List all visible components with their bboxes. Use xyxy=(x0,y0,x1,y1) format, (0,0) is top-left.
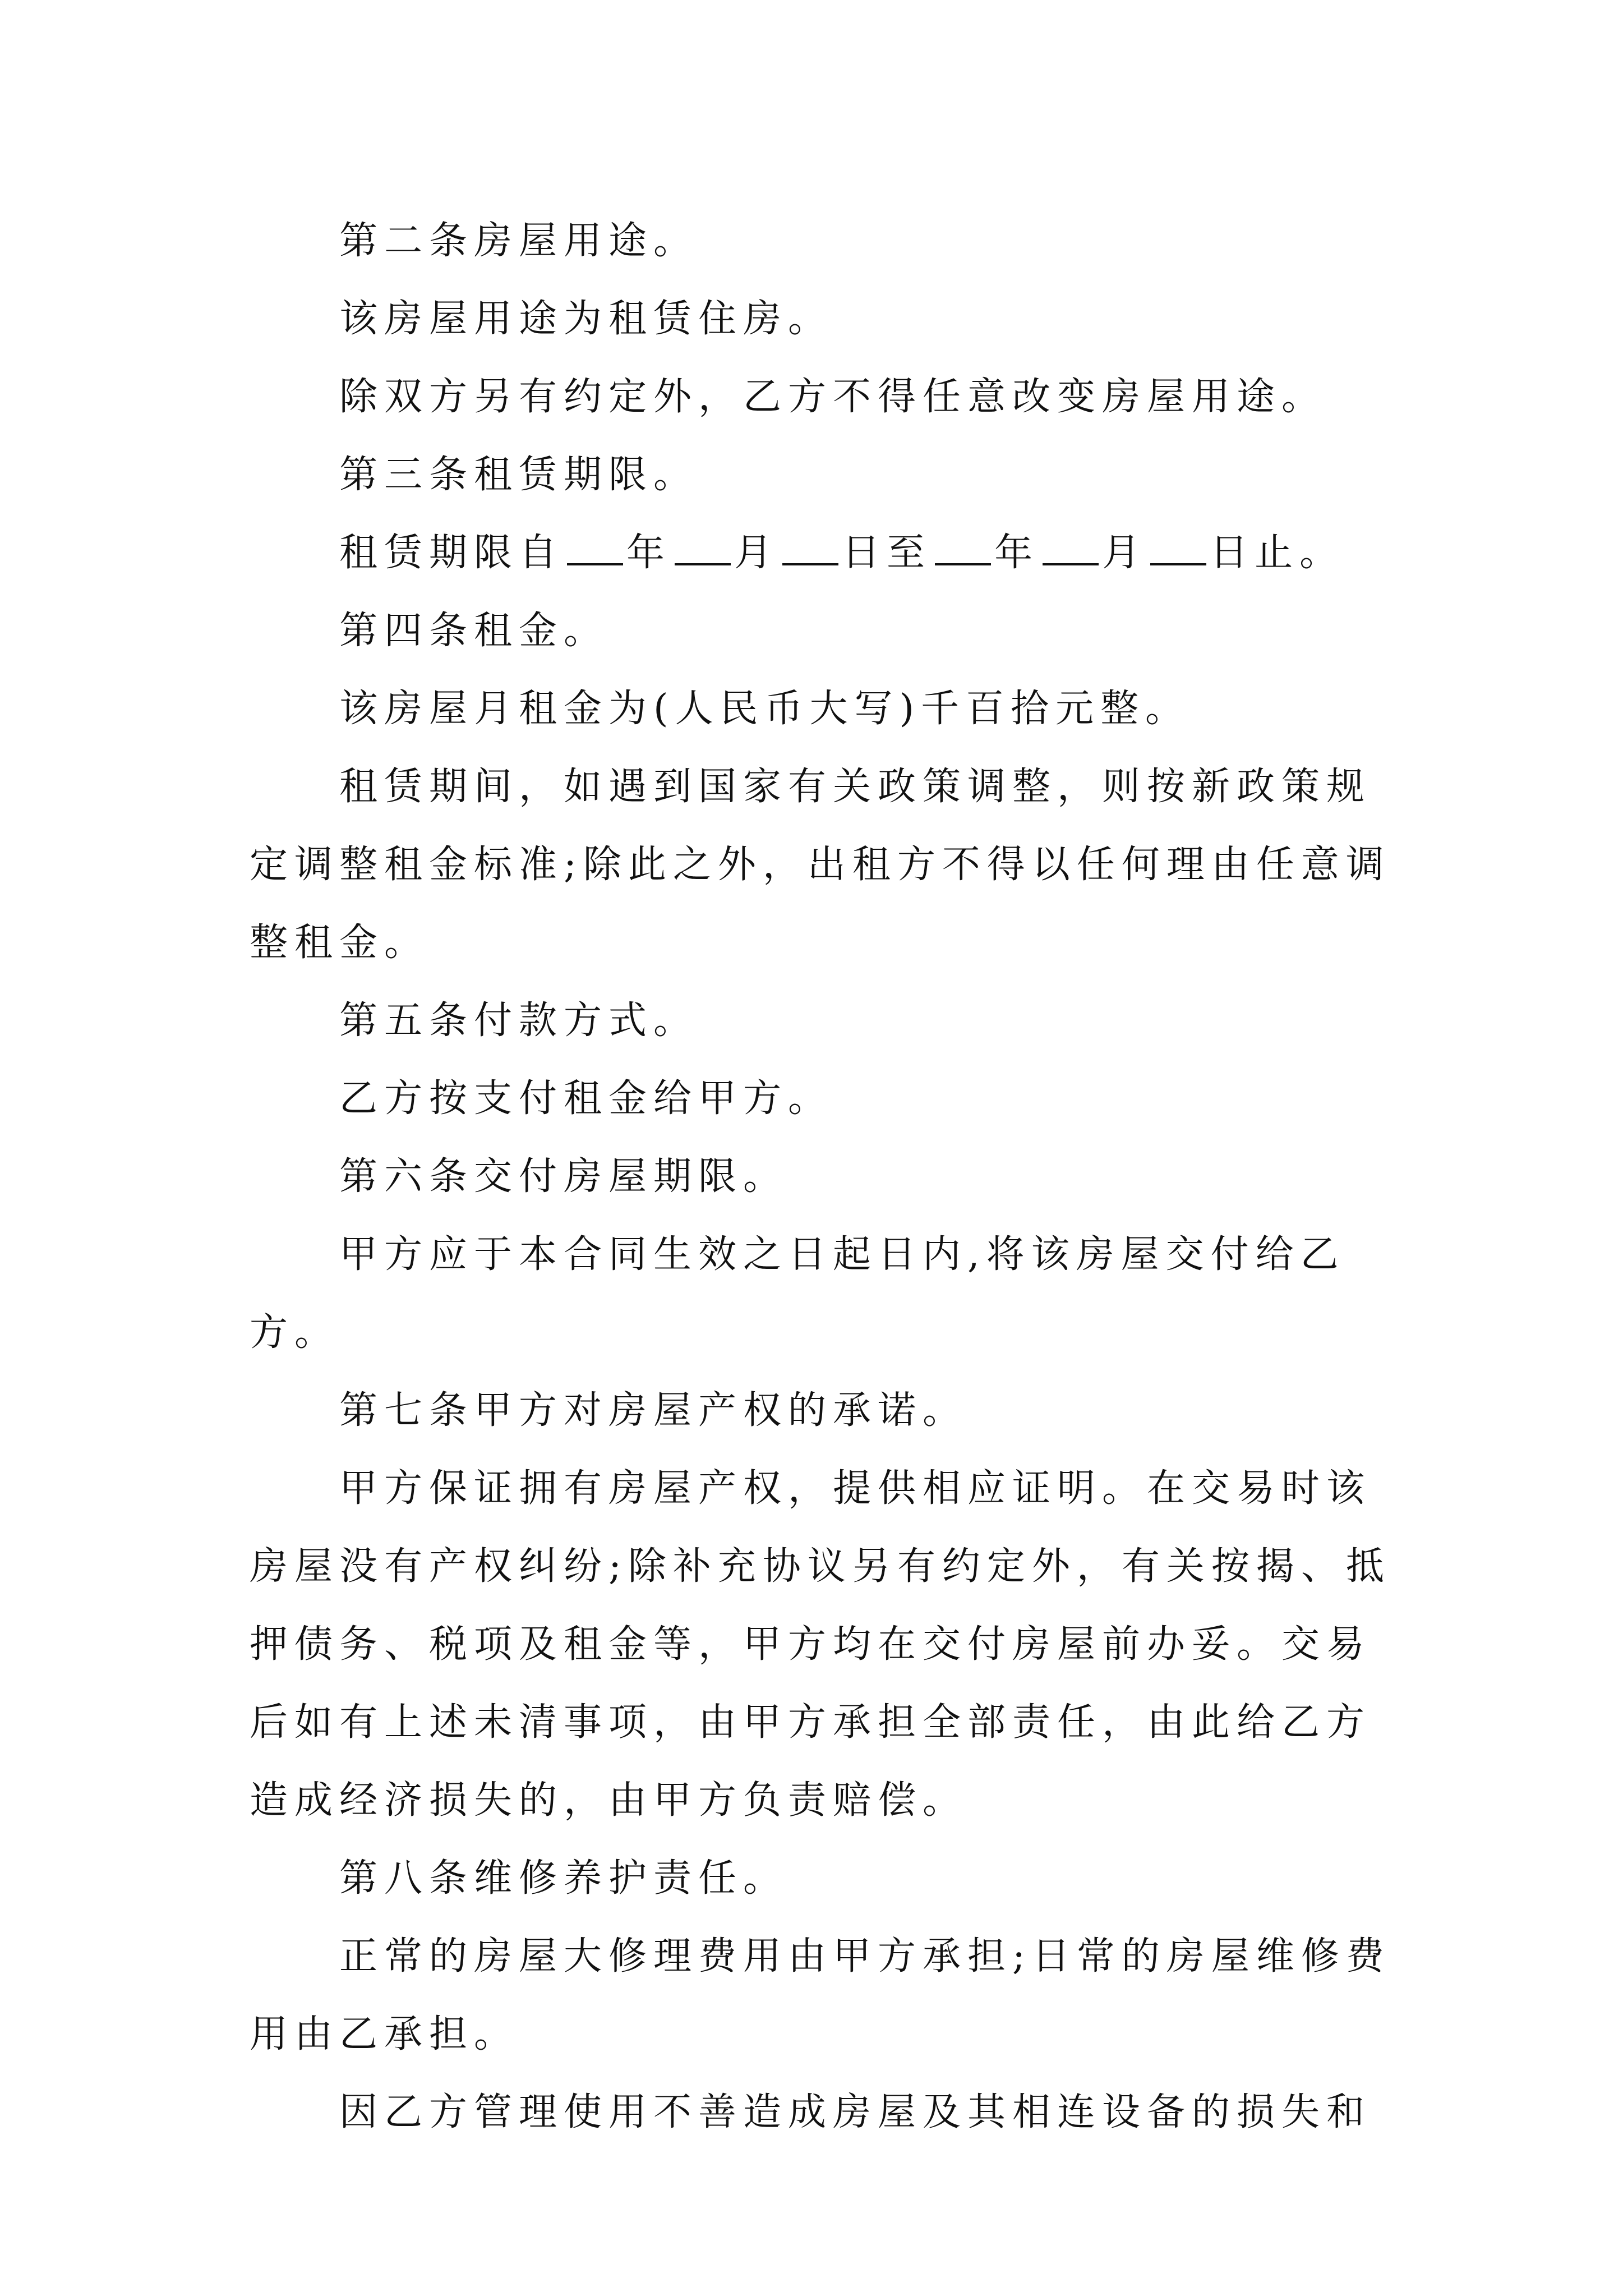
paragraph: 甲方应于本合同生效之日起日内,将该房屋交付给乙方。 xyxy=(250,1232,1345,1355)
term-prefix: 租赁期限自 xyxy=(339,531,564,575)
blank-field xyxy=(675,563,731,565)
paragraph: 乙方按支付租金给甲方。 xyxy=(339,1076,833,1121)
paragraph: 第三条租赁期限。 xyxy=(339,453,699,497)
lease-term-line xyxy=(250,514,1394,592)
paragraph: 因乙方管理使用不善造成房屋及其相连设备的损失和 xyxy=(339,2090,1372,2134)
term-year-2: 年 xyxy=(994,531,1040,575)
paragraph: 租赁期间，如遇到国家有关政策调整，则按新政策规定调整租金标准;除此之外，出租方不得以任何理由任意调整租金。 xyxy=(250,765,1391,965)
paragraph: 第二条房屋用途。 xyxy=(339,219,699,263)
paragraph: 第六条交付房屋期限。 xyxy=(339,1154,789,1199)
blank-field xyxy=(1043,563,1099,565)
term-day-to: 日至 xyxy=(842,531,932,575)
paragraph: 正常的房屋大修理费用由甲方承担;日常的房屋维修费用由乙承担。 xyxy=(250,1934,1391,2056)
term-month-2: 月 xyxy=(1102,531,1147,575)
term-day-end: 日止。 xyxy=(1210,531,1345,575)
blank-field xyxy=(935,563,991,565)
paragraph: 第四条租金。 xyxy=(339,609,609,653)
blank-field xyxy=(1150,563,1206,565)
blank-field xyxy=(567,563,623,565)
paragraph: 该房屋月租金为(人民币大写)千百拾元整。 xyxy=(339,687,1191,731)
paragraph: 第五条付款方式。 xyxy=(339,999,699,1043)
blank-field xyxy=(782,563,838,565)
paragraph: 除双方另有约定外，乙方不得任意改变房屋用途。 xyxy=(339,375,1327,419)
paragraph: 该房屋用途为租赁住房。 xyxy=(339,297,833,341)
term-year-1: 年 xyxy=(626,531,672,575)
paragraph: 甲方保证拥有房屋产权，提供相应证明。在交易时该房屋没有产权纠纷;除补充协议另有约定外，有关按揭、抵押债务、税项及租金等，甲方均在交付房屋前办妥。交易后如有上述未清事项，由甲方承担全部责任，由此给乙方造成经济损失的，由甲方负责赔偿。 xyxy=(250,1466,1391,1823)
term-month-1: 月 xyxy=(734,531,780,575)
document-body xyxy=(250,202,1394,2151)
paragraph: 第八条维修养护责任。 xyxy=(339,1856,789,1901)
paragraph: 第七条甲方对房屋产权的承诺。 xyxy=(339,1388,968,1433)
